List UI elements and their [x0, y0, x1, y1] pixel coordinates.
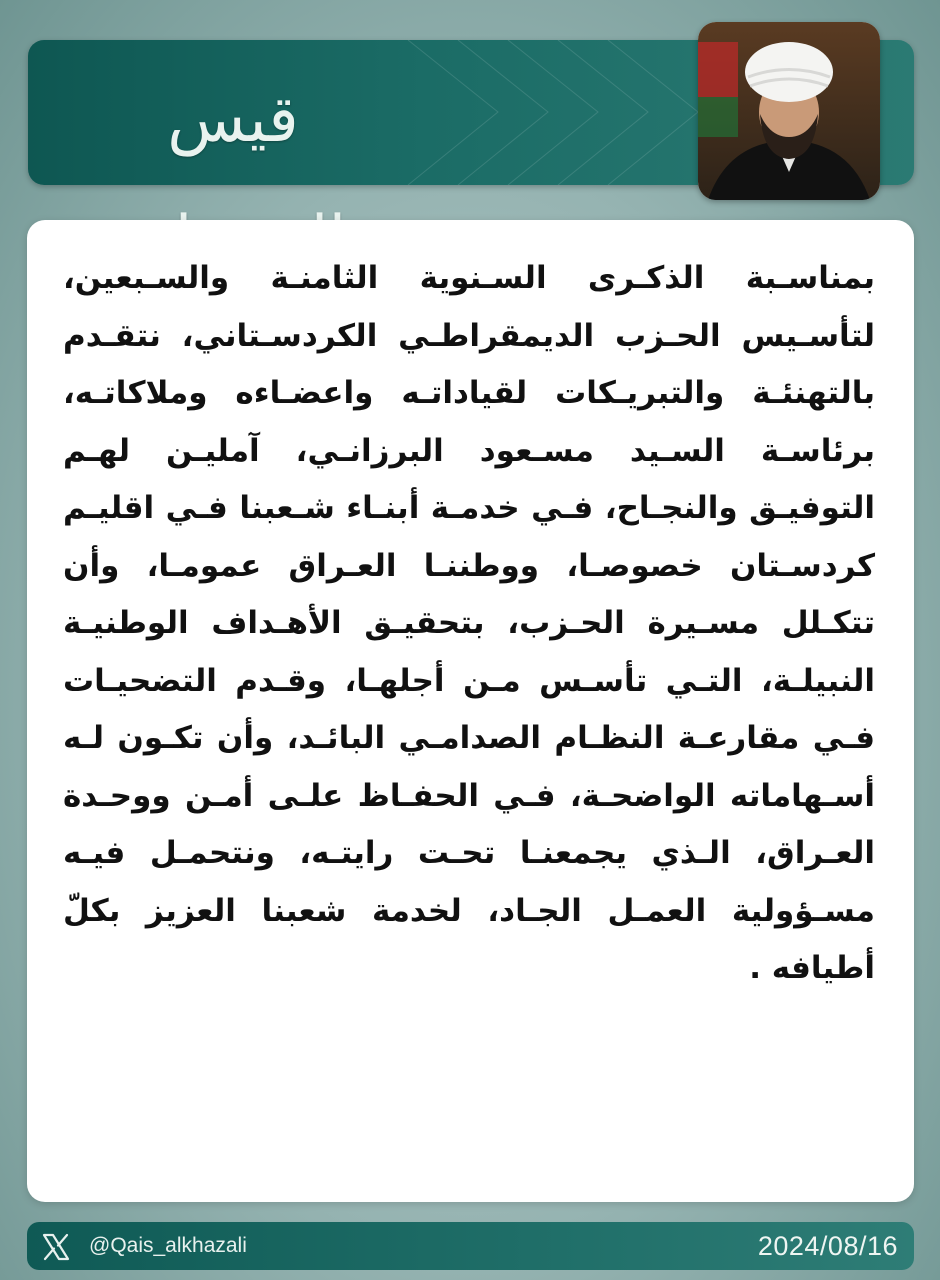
profile-photo: [698, 22, 880, 200]
post-date: 2024/08/16: [757, 1231, 898, 1261]
statement-card: [27, 220, 914, 1202]
portrait-image: [698, 22, 880, 200]
x-icon[interactable]: [41, 1232, 71, 1262]
statement-text: بمناسـبة الذكـرى السـنوية الثامنـة والسـبعين، لتأسـيس الحـزب الديمقراطـي الكردسـتاني، نتقـدم بالتهنئـة والتبريـكات لقياداتـه واعضـاءه وملاكاتـه، برئاسـة السـيد مسـعود البرزانـي، آمليـن لهـم التوفيـق والنجـاح، فـي خدمـة أبنـاء شـعبنا فـي اقليـم كردسـتان خصوصـا، ووطننـا العـراق عمومـا، وأن تتكـلل مسـيرة الحـزب، بتحقيـق الأهـداف الوطنيـة النبيلـة، التـي تأسـس مـن أجلهـا، وقـدم التضحيـات فـي مقارعـة النظـام الصدامـي البائـد، وأن تكـون لـه أسـهاماته الواضحـة، فـي الحفـاظ علـى أمـن ووحـدة العـراق، الـذي يجمعنـا تحـت رايتـه، ونتحمـل فيـه مسـؤولية العمـل الجـاد، لخدمة شعبنا العزيز بكلّ أطيافه .: [63, 260, 875, 986]
account-handle[interactable]: @Qais_alkhazali: [89, 1234, 247, 1257]
calligraphy-logo: قيس: [167, 83, 299, 157]
footer-bar: [27, 1222, 914, 1270]
